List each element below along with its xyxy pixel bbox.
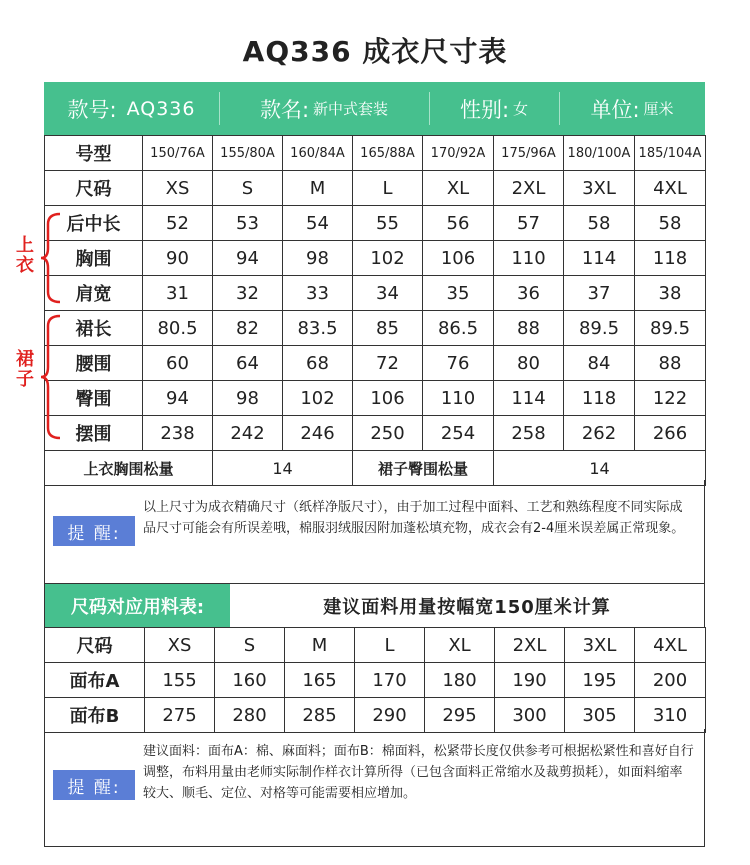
top-ease-label: 上衣胸围松量: [45, 451, 213, 486]
model-cell: 185/104A: [635, 136, 706, 171]
size-cell: XS: [143, 171, 213, 206]
measure-value: 262: [564, 416, 635, 451]
measure-value: 94: [143, 381, 213, 416]
size-cell: 3XL: [564, 171, 635, 206]
fabric-calc-note: 建议面料用量按幅宽150厘米计算: [323, 597, 611, 618]
measure-row: [45, 311, 706, 346]
measure-label: 肩宽: [45, 276, 143, 311]
measure-value: 118: [564, 381, 635, 416]
measure-value: 250: [353, 416, 423, 451]
size-cell: 4XL: [635, 171, 706, 206]
measure-value: 54: [283, 206, 353, 241]
model-cell: 180/100A: [564, 136, 635, 171]
measure-value: 83.5: [283, 311, 353, 346]
size-label: 尺码: [45, 171, 143, 206]
measure-value: 98: [283, 241, 353, 276]
size-cell: L: [353, 171, 423, 206]
fabric-value: 170: [355, 663, 425, 698]
measure-value: 106: [423, 241, 494, 276]
measure-row: [45, 241, 706, 276]
measure-value: 102: [283, 381, 353, 416]
measure-value: 84: [564, 346, 635, 381]
fabric-label: 面布B: [45, 698, 145, 733]
fabric-size-cell: XS: [145, 628, 215, 663]
reminder-badge-1: 提 醒:: [53, 516, 135, 546]
style-no-key: 款号:: [67, 97, 117, 122]
reminder-box-2: [44, 729, 705, 847]
skirt-group-label: 裙子: [16, 349, 34, 390]
measure-value: 88: [635, 346, 706, 381]
measure-value: 35: [423, 276, 494, 311]
size-cell: 2XL: [494, 171, 564, 206]
fabric-value: 195: [565, 663, 635, 698]
fabric-size-cell: 4XL: [635, 628, 706, 663]
size-table: [44, 135, 706, 486]
measure-label: 后中长: [45, 206, 143, 241]
fabric-value: 305: [565, 698, 635, 733]
measure-value: 68: [283, 346, 353, 381]
gender-cell: [429, 82, 559, 135]
measure-value: 102: [353, 241, 423, 276]
model-cell: 150/76A: [143, 136, 213, 171]
measure-row: [45, 416, 706, 451]
model-label: 号型: [45, 136, 143, 171]
measure-row: [45, 346, 706, 381]
fabric-table: [44, 627, 706, 733]
measure-value: 60: [143, 346, 213, 381]
model-cell: 175/96A: [494, 136, 564, 171]
fabric-label: 面布A: [45, 663, 145, 698]
fabric-value: 275: [145, 698, 215, 733]
fabric-value: 295: [425, 698, 495, 733]
measure-value: 118: [635, 241, 706, 276]
top-ease-value: 14: [213, 451, 353, 486]
reminder-box-1: [44, 480, 705, 584]
fabric-value: 160: [215, 663, 285, 698]
measure-value: 254: [423, 416, 494, 451]
fabric-value: 310: [635, 698, 706, 733]
fabric-size-label: 尺码: [45, 628, 145, 663]
fabric-value: 300: [495, 698, 565, 733]
measure-value: 89.5: [635, 311, 706, 346]
measure-value: 80.5: [143, 311, 213, 346]
measure-row: [45, 206, 706, 241]
reminder-badge-2: 提 醒:: [53, 770, 135, 800]
fabric-value: 285: [285, 698, 355, 733]
size-cell: XL: [423, 171, 494, 206]
fabric-value: 190: [495, 663, 565, 698]
fabric-value: 180: [425, 663, 495, 698]
measure-value: 76: [423, 346, 494, 381]
style-no-value: AQ336: [126, 97, 196, 120]
measure-value: 58: [564, 206, 635, 241]
skirt-ease-label: 裙子臀围松量: [353, 451, 494, 486]
size-row: [45, 171, 706, 206]
fabric-size-cell: M: [285, 628, 355, 663]
skirt-ease-value: 14: [494, 451, 706, 486]
measure-value: 72: [353, 346, 423, 381]
measure-value: 246: [283, 416, 353, 451]
measure-value: 31: [143, 276, 213, 311]
measure-value: 64: [213, 346, 283, 381]
measure-value: 80: [494, 346, 564, 381]
measure-value: 33: [283, 276, 353, 311]
measure-value: 57: [494, 206, 564, 241]
measure-value: 89.5: [564, 311, 635, 346]
size-cell: M: [283, 171, 353, 206]
gender-key: 性别:: [459, 97, 510, 122]
measure-value: 266: [635, 416, 706, 451]
top-group-label: 上衣: [16, 235, 34, 276]
style-no-cell: [44, 82, 219, 135]
unit-key: 单位:: [590, 97, 640, 122]
measure-value: 110: [423, 381, 494, 416]
measure-label: 腰围: [45, 346, 143, 381]
measure-label: 裙长: [45, 311, 143, 346]
reminder-text-1: 以上尺寸为成衣精确尺寸（纸样净版尺寸），由于加工过程中面料、工艺和熟练程度不同实际成品尺寸可能会有所误差哦，棉服羽绒服因附加蓬松填充物，成衣会有2-4厘米误差属正常现象。: [143, 500, 685, 536]
fabric-size-cell: XL: [425, 628, 495, 663]
measure-value: 122: [635, 381, 706, 416]
model-row: [45, 136, 706, 171]
measure-value: 85: [353, 311, 423, 346]
unit-value: 厘米: [643, 100, 674, 118]
measure-value: 53: [213, 206, 283, 241]
style-name-cell: [219, 82, 429, 135]
measure-value: 238: [143, 416, 213, 451]
style-name-value: 新中式套装: [313, 100, 389, 118]
measure-value: 55: [353, 206, 423, 241]
measure-value: 98: [213, 381, 283, 416]
measure-value: 110: [494, 241, 564, 276]
page-title: AQ336 成衣尺寸表: [242, 35, 508, 68]
fabric-size-cell: 3XL: [565, 628, 635, 663]
fabric-size-row: [45, 628, 706, 663]
fabric-value: 290: [355, 698, 425, 733]
measure-value: 106: [353, 381, 423, 416]
fabric-row: [45, 663, 706, 698]
fabric-value: 155: [145, 663, 215, 698]
measure-value: 37: [564, 276, 635, 311]
measure-row: [45, 381, 706, 416]
measure-value: 32: [213, 276, 283, 311]
fabric-size-cell: S: [215, 628, 285, 663]
measure-row: [45, 276, 706, 311]
fabric-size-cell: L: [355, 628, 425, 663]
model-cell: 155/80A: [213, 136, 283, 171]
gender-value: 女: [513, 100, 529, 118]
model-cell: 160/84A: [283, 136, 353, 171]
measure-value: 36: [494, 276, 564, 311]
measure-value: 56: [423, 206, 494, 241]
fabric-row: [45, 698, 706, 733]
measure-value: 94: [213, 241, 283, 276]
measure-label: 摆围: [45, 416, 143, 451]
unit-cell: [559, 82, 705, 135]
skirt-brace-icon: [38, 312, 64, 442]
measure-value: 258: [494, 416, 564, 451]
fabric-value: 165: [285, 663, 355, 698]
fabric-value: 200: [635, 663, 706, 698]
measure-value: 38: [635, 276, 706, 311]
top-brace-icon: [38, 210, 64, 306]
measure-label: 臀围: [45, 381, 143, 416]
style-name-key: 款名:: [259, 97, 310, 122]
measure-value: 86.5: [423, 311, 494, 346]
fabric-header-bar: [44, 584, 705, 628]
measure-value: 88: [494, 311, 564, 346]
measure-label: 胸围: [45, 241, 143, 276]
measure-value: 242: [213, 416, 283, 451]
measure-value: 52: [143, 206, 213, 241]
reminder-text-2: 建议面料：面布A：棉、麻面料；面布B：棉面料，松紧带长度仅供参考可根据松紧性和喜好自行调整，布料用量由老师实际制作样衣计算所得（已包含面料正常缩水及裁剪损耗），如面料缩率较大、顺毛、定位、对格等可能需要相应增加。: [143, 744, 694, 801]
fabric-table-title: 尺码对应用料表:: [45, 584, 230, 628]
model-cell: 170/92A: [423, 136, 494, 171]
fabric-value: 280: [215, 698, 285, 733]
fabric-size-cell: 2XL: [495, 628, 565, 663]
measure-value: 90: [143, 241, 213, 276]
measure-value: 34: [353, 276, 423, 311]
model-cell: 165/88A: [353, 136, 423, 171]
size-cell: S: [213, 171, 283, 206]
measure-value: 58: [635, 206, 706, 241]
measure-value: 114: [564, 241, 635, 276]
measure-value: 114: [494, 381, 564, 416]
measure-value: 82: [213, 311, 283, 346]
product-header-bar: [44, 82, 705, 135]
